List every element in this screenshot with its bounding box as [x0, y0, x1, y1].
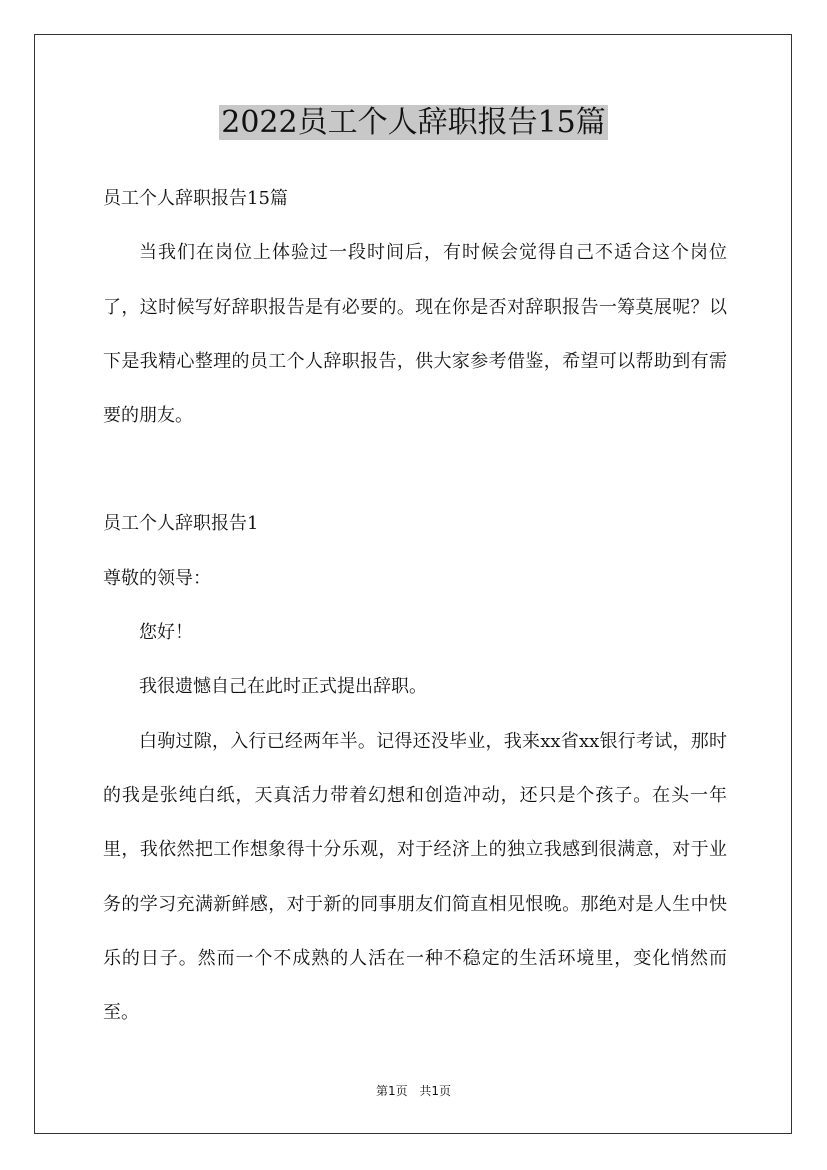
document-title	[0, 104, 827, 142]
document-title-text: 2022员工个人辞职报告15篇	[221, 105, 606, 140]
document-body	[103, 172, 727, 1040]
page-number-current: 第1页	[375, 1084, 408, 1098]
document-subtitle: 员工个人辞职报告15篇	[103, 188, 288, 209]
intro-paragraph: 当我们在岗位上体验过一段时间后，有时候会觉得自己不适合这个岗位了，这时候写好辞职报告是有必要的。现在你是否对辞职报告一筹莫展呢？以下是我精心整理的员工个人辞职报告，供大家参考借鉴，希望可以帮助到有需要的朋友。	[103, 242, 727, 427]
page-footer	[0, 1083, 827, 1099]
body-paragraph-2: 白驹过隙，入行已经两年半。记得还没毕业，我来xx省xx银行考试，那时的我是张纯白纸，天真活力带着幻想和创造冲动，还只是个孩子。在头一年里，我依然把工作想象得十分乐观，对于经济上的独立我感到很满意，对于业务的学习充满新鲜感，对于新的同事朋友们简直相见恨晚。那绝对是人生中快乐的日子。然而一个不成熟的人活在一种不稳定的生活环境里，变化悄然而至。	[103, 730, 727, 1024]
body-paragraph-1: 我很遗憾自己在此时正式提出辞职。	[139, 676, 427, 698]
page-number-total: 共1页	[419, 1084, 452, 1098]
paragraph-spacer	[103, 443, 727, 497]
section-heading: 员工个人辞职报告1	[103, 513, 259, 535]
salutation: 尊敬的领导：	[103, 567, 211, 589]
greeting: 您好！	[139, 622, 193, 644]
